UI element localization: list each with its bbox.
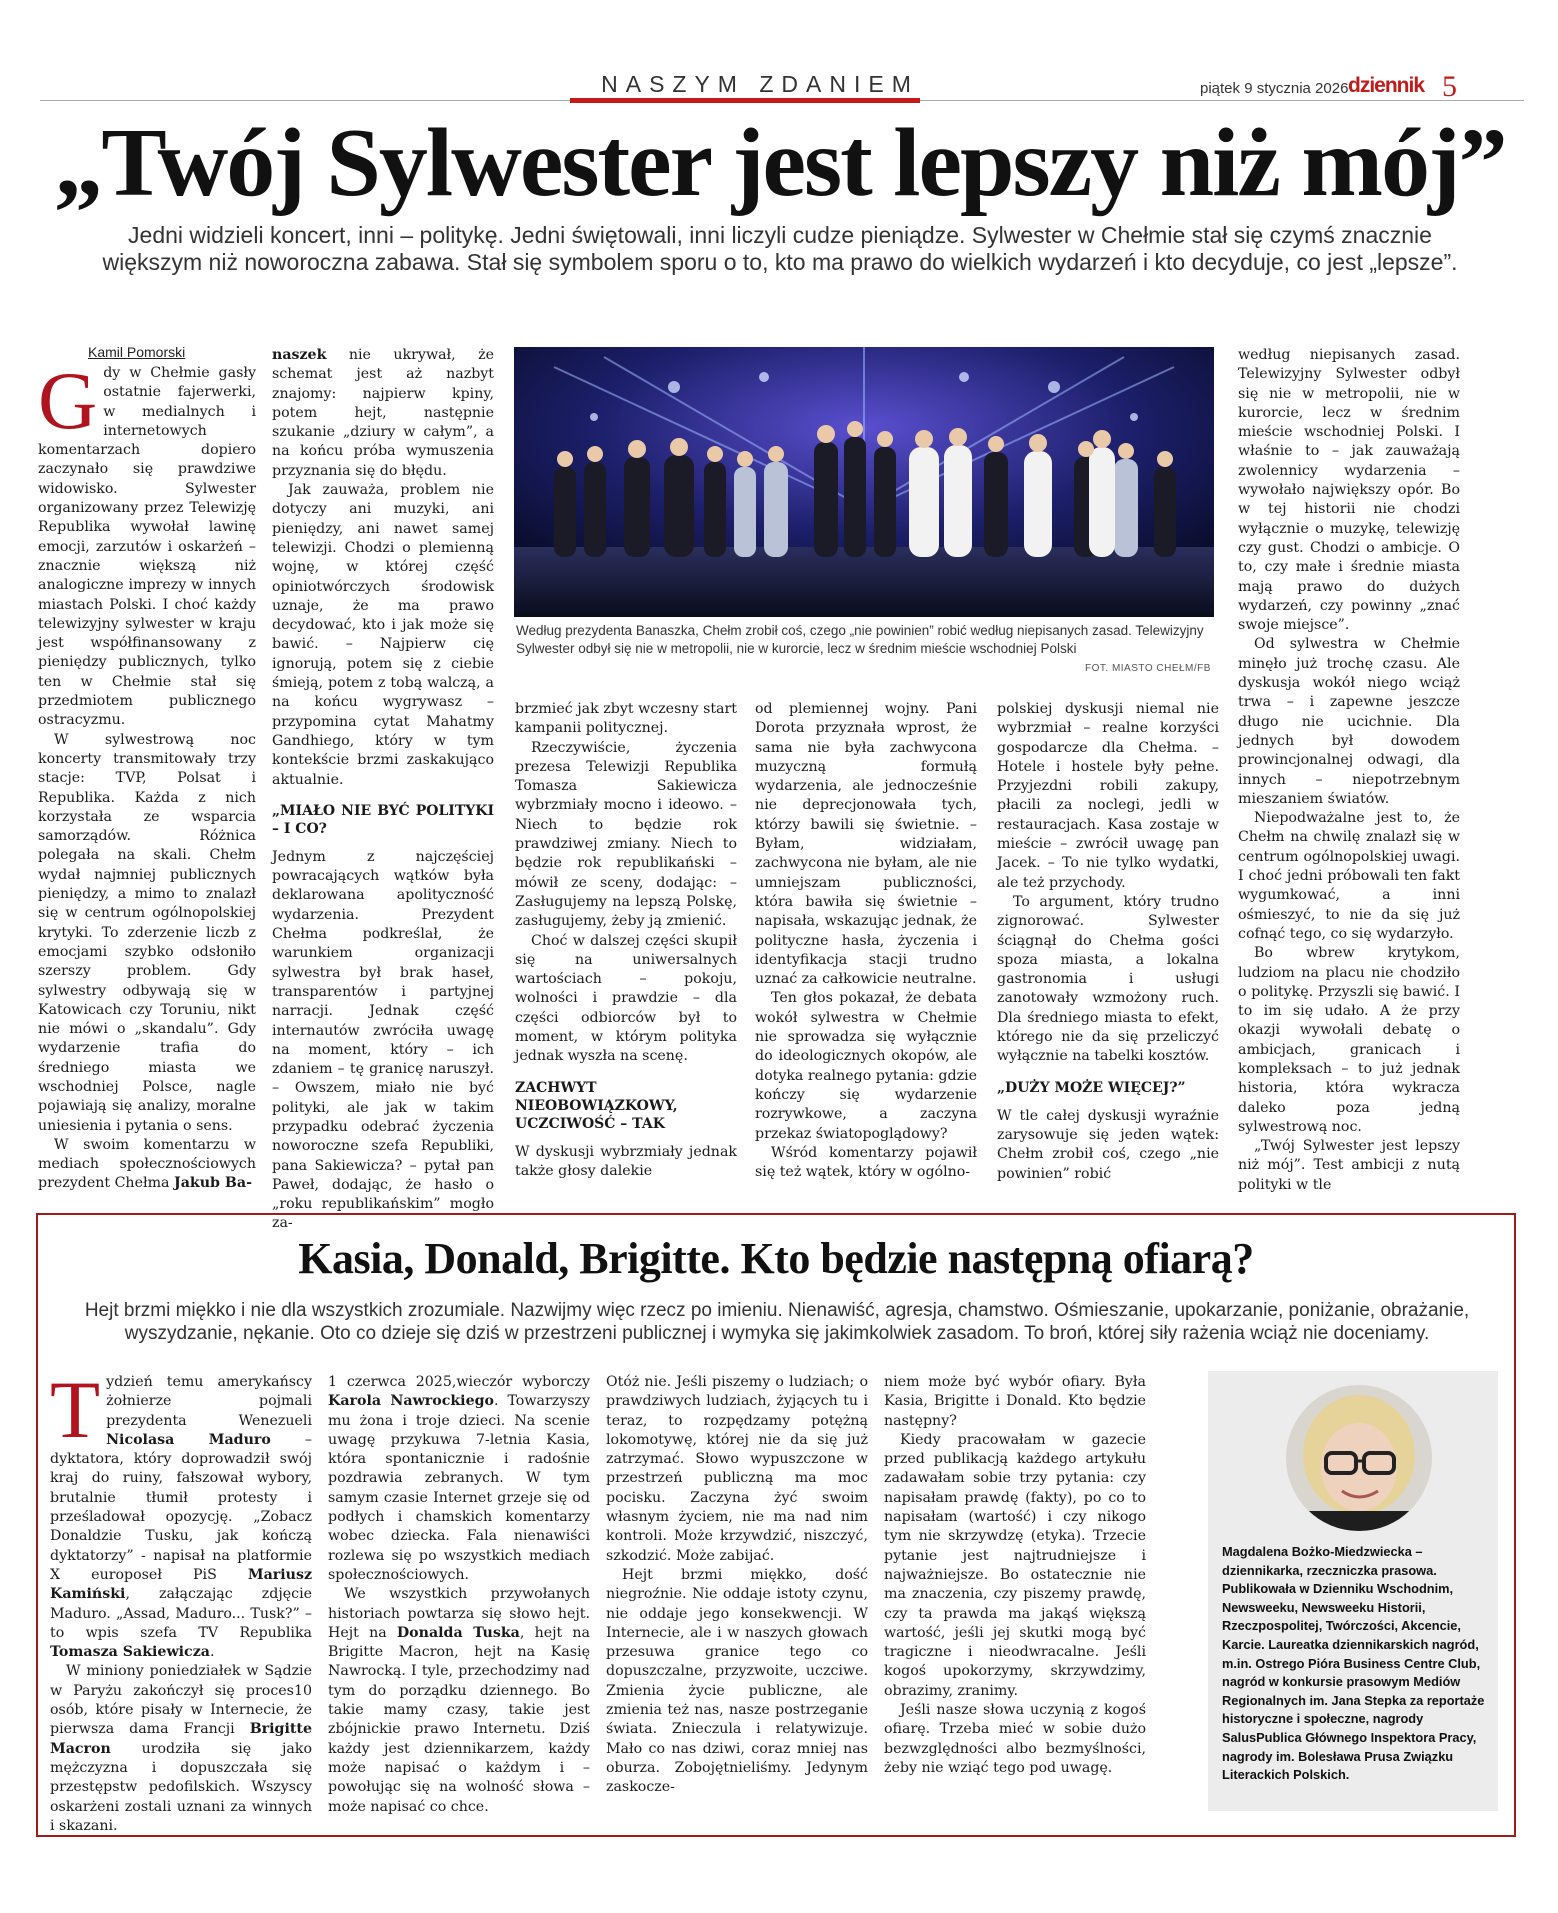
- paragraph: Bo wbrew krytykom, ludziom na placu nie chodziło o politykę. Przyszli się bawić. I to im się udało. A że przy okazji wywołali debatę o ambicjach, granicach i kompleksach – to już jednak historia, która wykracza daleko poza jedną sylwestrową noc.: [1238, 945, 1460, 1135]
- photo-caption: Według prezydenta Banaszka, Chełm zrobił coś, czego „nie powinien” robić według niepisanych zasad. Telewizyjny Sylwester odbył się nie w metropolii, nie w kurorcie, lecz w średnim mieście wschodniej Polski: [516, 623, 1204, 656]
- person-name: Jakub Ba-: [174, 1175, 252, 1192]
- paragraph: Jeśli nasze słowa uczynią z kogoś ofiarę. Trzeba mieć w sobie dużo bezwzględności albo bezmyślności, żeby nie wziąć tego pod uwagę.: [884, 1702, 1146, 1776]
- paragraph: Niepodważalne jest to, że Chełm na chwilę znalazł się w centrum ogólnopolskiej uwagi. I choć jedni próbowali ten fakt wygumkować, a inni ośmieszyć, to nie da się już cofnąć tego, co się wydarzyło.: [1238, 810, 1460, 942]
- paragraph: W tle całej dyskusji wyraźnie zarysowuje się jeden wątek: Chełm zrobił coś, czego „nie powinien” robić: [997, 1107, 1219, 1182]
- paragraph: W swoim komentarzu w mediach społecznościowych prezydent Chełma Jakub Ba-: [38, 1136, 256, 1192]
- paragraph: polskiej dyskusji niemal nie wybrzmiał – realne korzyści gospodarcze dla Chełma. – Hotele i hostele były pełne. Przyjezdni robili zakupy, płacili za noclegi, jedli w restauracjach. Kasa zostaje w mieście – zwrócił uwagę pan Jacek. – To nie tylko wydatki, ale też przychody.: [997, 701, 1219, 891]
- brand-logo: dziennik: [1348, 74, 1425, 97]
- paragraph: od plemiennej wojny. Pani Dorota przyznała wprost, że sama nie była zachwycona muzyczną formułą wydarzenia, ale jednocześnie nie deprecjonowała tych, którzy bawili się świetnie. – Byłam, widziałam, zachwycona nie byłam, ale nie umniejszam publiczności, która bawiła się świetnie – napisała, wskazując jednak, że polityczne hasła, życzenia i identyfikacja stacji trudno uznać za całkowicie neutralne.: [755, 701, 977, 988]
- paragraph: „Twój Sylwester jest lepszy niż mój”. Test ambicji z nutą polityki w tle: [1238, 1138, 1460, 1193]
- paragraph: 1 czerwca 2025,wieczór wyborczy Karola Nawrockiego. Towarzyszy mu żona i troje dzieci. Na scenie uwagę przykuwa 7-letnia Kasia, która spontanicznie i radośnie pozdrawia zebranych. W tym samym czasie Internet grzeje się od podłych i chamskich komentarzy wobec dziecka. Fala nienawiści rozlewa się po wszystkich mediach społecznościowych.: [328, 1374, 590, 1583]
- paragraph: Hejt brzmi miękko, dość niegroźnie. Nie oddaje istoty czynu, nie oddaje jego konsekwencji. W Internecie, ale i w naszych głowach przesuwa granice tego co dopuszczalne, przyzwoite, uczciwe. Zmienia życie publiczne, ale zmienia też nas, nasze postrzeganie świata. Znieczula i relatywizuje. Mało co nas dziwi, coraz mniej nas oburza. Zobojętnieliśmy. Jedynym zaskocze-: [606, 1566, 868, 1796]
- paragraph: We wszystkich przywołanych historiach powtarza się słowo hejt. Hejt na Donalda Tuska, hejt na Brigitte Macron, hejt na Kasię Nawrocką. I tyle, przechodzimy nad tym do porządku dziennego. Bo takie mamy czasy, takie jest zbójnickie prawo Internetu. Dziś każdy jest dziennikarzem, każdy może napisać o każdym i – powołując się na wolność słowa – może napisać co chce.: [328, 1586, 591, 1815]
- paragraph: Jednym z najczęściej powracających wątków była deklarowana apolityczność wydarzenia. Prezydent Chełma podkreślał, że warunkiem organizacji sylwestra był brak haseł, transparentów i partyjnej narracji. Jednak część internautów zwróciła uwagę na moment, który – ich zdaniem – tę granicę naruszył. – Owszem, miało nie być polityki, ale jak w takim przypadku odebrać życzenia noworoczne szefa Republiki, pana Sakiewicza? – pytał pan Paweł, dodając, że hasło o „roku republikańskim” mogło za-: [272, 848, 494, 1232]
- paragraph: Otóż nie. Jeśli piszemy o ludziach; o prawdziwych ludziach, żyjących tu i teraz, to rozpędzamy potężną lokomotywę, której nie da się już zatrzymać. Słowo wypuszczone w przestrzeń publiczną ma moc pocisku. Zaczyna żyć swoim własnym życiem, nie ma nad nim kontroli. Może krzywdzić, niszczyć, szkodzić. Może zabijać.: [606, 1374, 868, 1564]
- box-lead: Hejt brzmi miękko i nie dla wszystkich zrozumiale. Nazwijmy więc rzecz po imieniu. Nienawiść, agresja, chamstwo. Ośmieszanie, upokarzanie, poniżanie, obrażanie, wyszydzanie, nękanie. Oto co dzieje się dziś w przestrzeni publicznej i wymyka się jakimkolwiek zasadom. To broń, której siły rażenia wciąż nie doceniamy.: [84, 1300, 1470, 1344]
- article-column-4: [755, 700, 977, 1196]
- stage-image: [514, 347, 1214, 617]
- subheading: „MIAŁO NIE BYĆ POLITYKI – I CO?: [272, 802, 494, 837]
- photo-credit: FOT. MIASTO CHEŁM/FB: [1085, 663, 1211, 674]
- paragraph: naszek nie ukrywał, że schemat jest aż nazbyt znajomy: najpierw kpiny, potem hejt, następnie szukanie „dziury w całym”, a na końcu próba wymuszenia przyznania się do błędu.: [272, 347, 494, 479]
- paragraph: dy w Chełmie gasły ostatnie fajerwerki, w medialnych i internetowych komentarzach dopiero zaczynało się prawdziwe widowisko. Sylwester organizowany przez Telewizję Republika wywołał lawinę emocji, zarzutów i oskarżeń – znacznie większą niż analogiczne imprezy w innych miastach Polski. I choć każdy telewizyjny sylwester w kraju jest współfinansowany z pieniędzy publicznych, tylko ten w Chełmie stał się przedmiotem publicznego ostracyzmu.: [38, 365, 256, 729]
- article-column-5: [997, 700, 1219, 1196]
- subheading: „DUŻY MOŻE WIĘCEJ?”: [997, 1079, 1186, 1096]
- author-byline: Kamil Pomorski: [88, 344, 186, 360]
- paragraph: Ten głos pokazał, że debata wokół sylwestra w Chełmie nie sprowadza się wyłącznie do ideologicznych okopów, ale dotyka realnego pytania: gdzie kończy się wydarzenie rozrywkowe, a zaczyna przekaz światopoglądowy?: [755, 990, 977, 1142]
- box-column-2: [328, 1373, 590, 1829]
- paragraph: W sylwestrową noc koncerty transmitowały trzy stacje: TVP, Polsat i Republika. Każda z nich korzystała ze wsparcia samorządów. Różnica polegała na skali. Chełm wydał najmniej publicznych pieniędzy, a mimo to znalazł się w centrum ogólnopolskiej krytyki. To zderzenie liczb z emocjami szybko odsłoniło szerszy problem. Gdy sylwestry odbywają się w Katowicach czy Toruniu, nikt nie mówi o „skandalu”. Gdy wydarzenie trafia do średniego miasta we wschodniej Polsce, nagle pojawiają się analizy, moralne uniesienia i pytania o sens.: [38, 731, 256, 1134]
- author-bio: Magdalena Bożko-Miedzwiecka – dziennikarka, rzeczniczka prasowa. Publikowała w Dzienniku Wschodnim, Newsweeku, Newsweeku Historii, Rzeczpospolitej, Twórczości, Akcencie, Karcie. Laureatka dziennikarskich nagród, m.in. Ostrego Pióra Business Centre Club, nagród w konkursie prasowym Mediów Regionalnych im. Jana Stepka za reportaże historyczne i społeczne, nagrody SalusPublica Głównego Inspektora Pracy, nagrody im. Bolesława Prusa Związku Literackich Polskich.: [1222, 1544, 1485, 1783]
- paragraph: Tydzień temu amerykańscy żołnierze pojmali prezydenta Wenezueli Nicolasa Maduro – dyktatora, który doprowadził swój kraj do ruiny, fałszował wybory, brutalnie tłumił protesty i prześladował opozycję. „Zobacz Donaldzie Tusku, jak kończą dyktatorzy” - napisał na platformie X europoseł PiS Mariusz Kamiński, załączając zdjęcie Maduro. „Assad, Maduro... Tusk?” – to wpis szefa TV Republika Tomasza Sakiewicza.: [50, 1364, 312, 1661]
- article-lead: Jedni widzieli koncert, inni – politykę. Jedni świętowali, inni liczyli cudze pieniądze. Sylwester w Chełmie stał się czymś znacznie większym niż noworoczna zabawa. Stał się symbolem sporu o to, kto ma prawo do wielkich wydarzeń i kto decyduje, co jest „lepsze”.: [102, 222, 1458, 275]
- box-column-1: [50, 1364, 312, 1834]
- paragraph: W miniony poniedziałek w Sądzie w Paryżu zakończył się proces10 osób, które pisały w Internecie, że pierwsza dama Francji Brigitte Macron urodziła się jako mężczyzna i dopuszczała się przestępstw pedofilskich. Wszyscy oskarżeni zostali uznani za winnych i skazani.: [50, 1663, 312, 1834]
- article-headline: „Twój Sylwester jest lepszy niż mój”: [54, 109, 1506, 217]
- paragraph: brzmieć jak zbyt wczesny start kampanii politycznej.: [515, 701, 737, 737]
- drop-cap: G: [38, 355, 98, 446]
- author-photo: [1286, 1385, 1432, 1531]
- paragraph: według niepisanych zasad. Telewizyjny Sylwester odbył się nie w metropolii, nie w kurorcie, lecz w średnim mieście wschodniej Polski. I właśnie to – jak zauważają zwolennicy wydarzenia – wywołało największy opór. Bo w tej historii nie chodzi wyłącznie o muzykę, telewizję czy gust. Chodzi o ambicje. O to, czy małe i średnie miasta mają prawo do dużych wydarzeń, czy powinny „znać swoje miejsce”.: [1238, 347, 1460, 634]
- paragraph: Od sylwestra w Chełmie minęło już trochę czasu. Ale dyskusja wokół niego wciąż trwa – i zapewne jeszcze długo nie ucichnie. Dla jednych był dowodem prowincjonalnej odwagi, dla innych – niepotrzebnym mieszaniem światów.: [1238, 636, 1460, 807]
- paragraph: Rzeczywiście, życzenia prezesa Telewizji Republika Tomasza Sakiewicza wybrzmiały mocno i ideowo. – Niech to będzie rok prawdziwej zmiany. Niech to będzie rok republikański – mówił ze sceny, dodając: – Zasługujemy na lepszą Polskę, zasługujemy, żeby ją zmienić.: [515, 739, 737, 930]
- box-headline: Kasia, Donald, Brigitte. Kto będzie następną ofiarą?: [298, 1234, 1254, 1283]
- issue-date: piątek 9 stycznia 2026: [1200, 80, 1349, 97]
- paragraph: W dyskusji wybrzmiały jednak także głosy dalekie: [515, 1143, 737, 1179]
- box-column-3: [606, 1373, 868, 1829]
- paragraph: Jak zauważa, problem nie dotyczy ani muzyki, ani pieniędzy, ani nawet samej telewizji. Chodzi o plemienną wojnę, w której część opiniotwórczych środowisk uznaje, że ma prawo decydować, kto i jak może się bawić. – Najpierw cię ignorują, potem się z ciebie śmieją, potem z tobą walczą, a na końcu wygrywasz – przypomina cytat Mahatmy Gandhiego, który w tym kontekście brzmi zaskakująco aktualnie.: [272, 482, 494, 788]
- paragraph: Choć w dalszej części skupił się na uniwersalnych wartościach – pokoju, wolności i prawdzie – dla części odbiorców był to moment, w którym polityka jednak wyszła na scenę.: [515, 932, 737, 1065]
- paragraph: Wśród komentarzy pojawił się też wątek, który w ogólno-: [755, 1144, 977, 1181]
- article-column-1: [38, 355, 256, 1194]
- paragraph: Kiedy pracowałam w gazecie przed publikacją każdego artykułu zadawałam sobie trzy pytania: czy napisałam prawdę (fakty), po co to napisałam (wartość) i czy nikogo tym nie skrzywdzę (etyka). Trzecie pytanie jest najtrudniejsze i najważniejsze. Bo ostatecznie nie ma znaczenia, czy piszemy prawdę, czy ta prawda ma jakąś większą wartość, jeśli jej skutki mogą być tragiczne i nieodwracalne. Jeśli kogoś upokorzymy, skrzywdzimy, obrazimy, zranimy.: [884, 1431, 1146, 1699]
- concert-photo: [514, 347, 1214, 617]
- section-label: NASZYM ZDANIEM: [601, 71, 919, 97]
- opinion-box: [36, 1213, 1516, 1837]
- article-column-3: [515, 700, 737, 1196]
- paragraph: To argument, który trudno zignorować. Sylwester ściągnął do Chełma gości spoza miasta, a lokalna gastronomia i usługi zanotowały wzmożony ruch. Dla średniego miasta to efekt, którego nie da się przeliczyć wyłącznie na tabelki kosztów.: [997, 893, 1219, 1065]
- box-column-4: [884, 1373, 1146, 1829]
- author-card: [1208, 1371, 1498, 1811]
- paragraph: niem może być wybór ofiary. Była Kasia, Brigitte i Donald. Kto będzie następny?: [884, 1374, 1146, 1429]
- section-underline: [570, 98, 920, 103]
- drop-cap: T: [50, 1364, 101, 1455]
- subheading: ZACHWYT NIEOBOWIĄZKOWY, UCZCIWOŚĆ – TAK: [515, 1079, 678, 1132]
- page-number: 5: [1442, 70, 1457, 103]
- article-column-2: [272, 346, 494, 1232]
- article-column-6: [1238, 346, 1460, 1196]
